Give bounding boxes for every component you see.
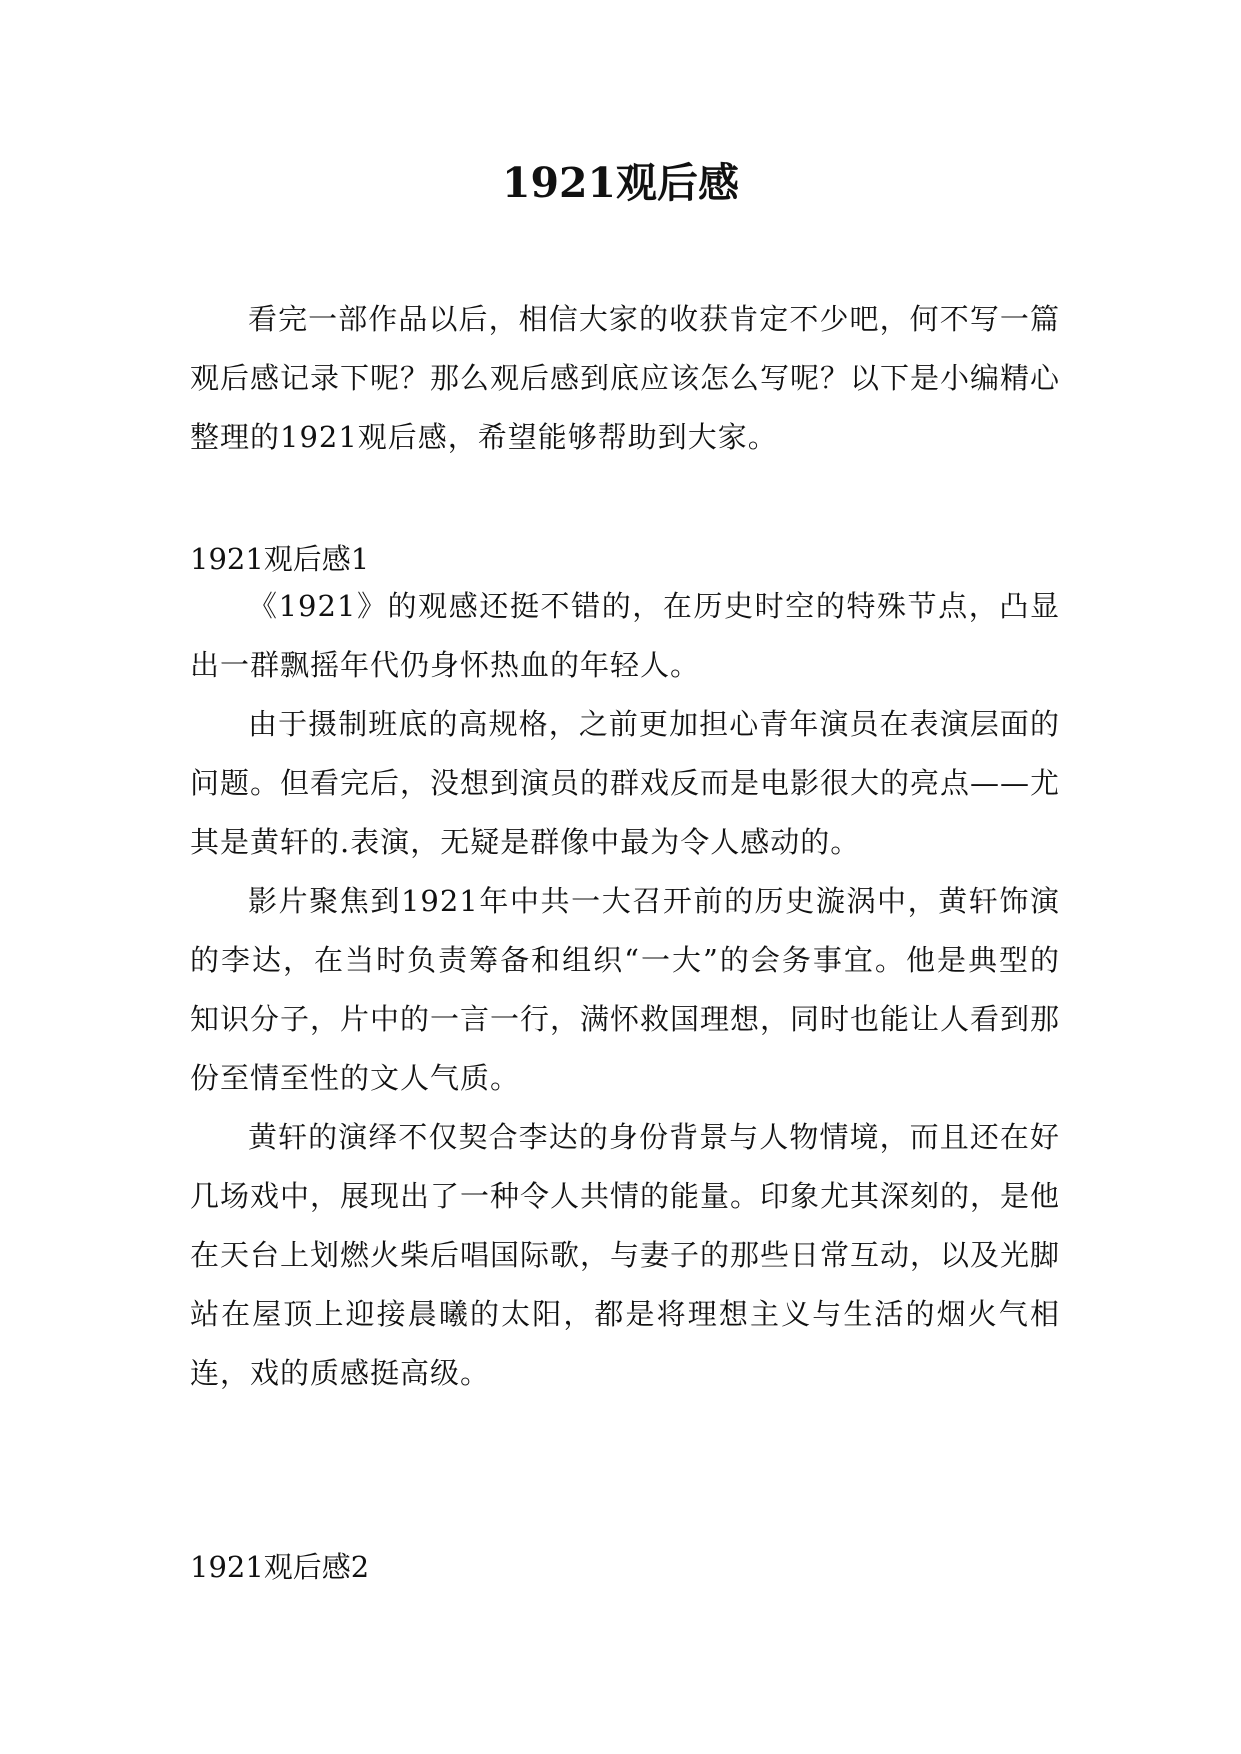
- page-title: 1921观后感: [501, 159, 740, 207]
- section-1-paragraph-4: 黄轩的演绎不仅契合李达的身份背景与人物情境，而且还在好几场戏中，展现出了一种令人共情的能量。印象尤其深刻的，是他在天台上划燃火柴后唱国际歌，与妻子的那些日常互动，以及光脚站在屋顶上迎接晨曦的太阳，都是将理想主义与生活的烟火气相连，戏的质感挺高级。: [190, 1120, 1061, 1390]
- section-1-paragraph-1: 《1921》的观感还挺不错的，在历史时空的特殊节点，凸显出一群飘摇年代仍身怀热血的年轻人。: [190, 589, 1060, 682]
- intro-paragraph: 看完一部作品以后，相信大家的收获肯定不少吧，何不写一篇观后感记录下呢？那么观后感到底应该怎么写呢？以下是小编精心整理的1921观后感，希望能够帮助到大家。: [190, 302, 1061, 454]
- section-1-body: [190, 577, 1060, 1403]
- section-1-paragraph-3: 影片聚焦到1921年中共一大召开前的历史漩涡中，黄轩饰演的李达，在当时负责筹备和组织“一大”的会务事宜。他是典型的知识分子，片中的一言一行，满怀救国理想，同时也能让人看到那份至情至性的文人气质。: [190, 884, 1061, 1095]
- section-heading-1: 1921观后感1: [190, 542, 370, 576]
- intro-block: [190, 290, 1060, 467]
- section-heading-2: 1921观后感2: [190, 1550, 370, 1584]
- section-1-paragraph-2: 由于摄制班底的高规格，之前更加担心青年演员在表演层面的问题。但看完后，没想到演员的群戏反而是电影很大的亮点——尤其是黄轩的.表演，无疑是群像中最为令人感动的。: [190, 707, 1061, 859]
